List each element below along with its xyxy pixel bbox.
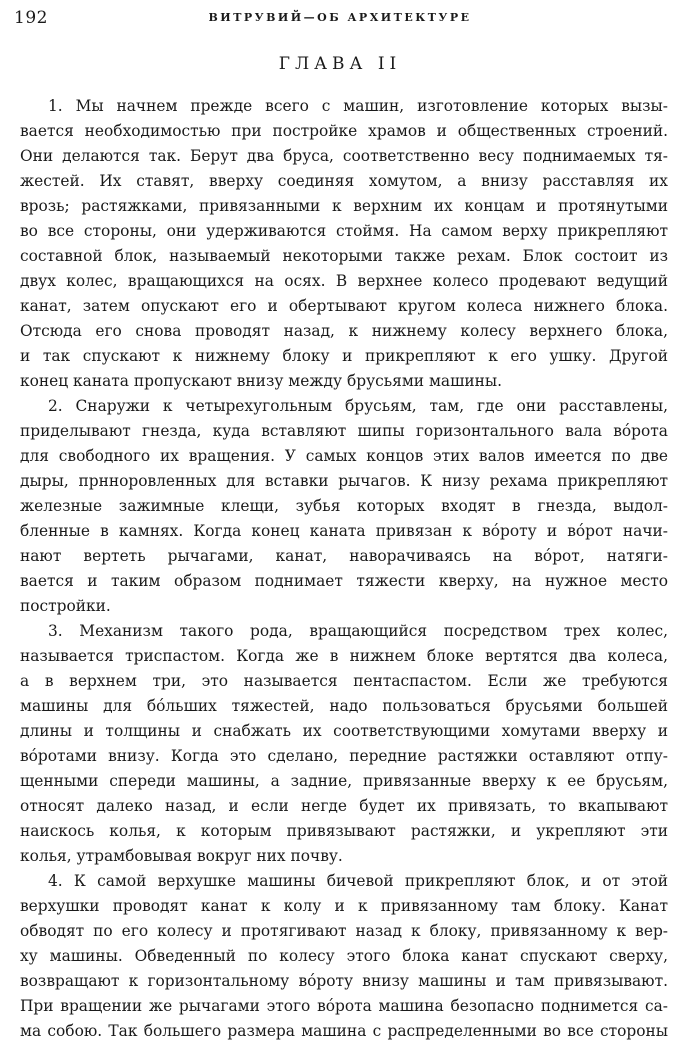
text-line: постройки. bbox=[20, 597, 111, 615]
text-line: а в верхнем три, это называется пентаспастом. Если же требуются bbox=[20, 672, 668, 690]
text-line: и так спускают к нижнему блоку и прикрепляют к его ушку. Другой bbox=[20, 347, 668, 365]
text-line: относят далеко назад, и если негде будет их привязать, то вкапывают bbox=[20, 797, 668, 815]
text-line: наискось колья, к которым привязывают растяжки, и укрепляют эти bbox=[20, 822, 668, 840]
text-line: обводят по его колесу и протягивают назад к блоку, привязанному к вер- bbox=[20, 922, 668, 940]
text-line: щенными спереди машины, а задние, привязанные вверху к ее брусьям, bbox=[20, 772, 668, 790]
text-line: 3. Механизм такого рода, вращающийся посредством трех колес, bbox=[48, 622, 668, 640]
text-line: приделывают гнезда, куда вставляют шипы горизонтального вала вóрота bbox=[20, 422, 668, 440]
text-line: составной блок, называемый некоторыми также рехам. Блок состоит из bbox=[20, 247, 668, 265]
text-line: ма собою. Так большего размера машина с распределенными во все стороны bbox=[20, 1022, 668, 1040]
text-line: верхушки проводят канат к колу и к привязанному там блоку. Канат bbox=[20, 897, 668, 915]
text-line: для свободного их вращения. У самых концов этих валов имеется по две bbox=[20, 447, 668, 465]
text-line: возвращают к горизонтальному вóроту внизу машины и там привязывают. bbox=[20, 972, 668, 990]
text-line: колья, утрамбовывая вокруг них почву. bbox=[20, 847, 343, 865]
text-line: ху машины. Обведенный по колесу этого блока канат спускают сверху, bbox=[20, 947, 668, 965]
text-line: жестей. Их ставят, вверху соединяя хомутом, а внизу расставляя их bbox=[20, 172, 668, 190]
text-line: называется триспастом. Когда же в нижнем блоке вертятся два колеса, bbox=[20, 647, 668, 665]
text-line: дыры, прнноровленных для вставки рычагов. К низу рехама прикрепляют bbox=[20, 472, 668, 490]
text-line: конец каната пропускают внизу между брусьями машины. bbox=[20, 372, 503, 390]
text-line: Отсюда его снова проводят назад, к нижнему колесу верхнего блока, bbox=[20, 322, 668, 340]
text-line: машины для бóльших тяжестей, надо пользоваться брусьями большей bbox=[20, 697, 668, 715]
text-line: бленные в камнях. Когда конец каната привязан к вóроту и вóрот начи- bbox=[20, 522, 668, 540]
text-line: вается и таким образом поднимает тяжести кверху, на нужное место bbox=[20, 572, 668, 590]
page-header bbox=[0, 0, 680, 34]
text-line: длины и толщины и снабжать их соответствующими хомутами вверху и bbox=[20, 722, 668, 740]
text-line: во все стороны, они удерживаются стоймя. На самом верху прикрепляют bbox=[20, 222, 668, 240]
text-line: При вращении же рычагами этого вóрота машина безопасно поднимется са- bbox=[20, 997, 668, 1015]
text-line: Они делаются так. Берут два бруса, соответственно весу поднимаемых тя- bbox=[20, 147, 668, 165]
text-line: двух колес, вращающихся на осях. В верхнее колесо продевают ведущий bbox=[20, 272, 668, 290]
page-number: 192 bbox=[14, 8, 48, 28]
chapter-title: ГЛАВА II bbox=[278, 54, 402, 74]
text-line: 4. К самой верхушке машины бичевой прикрепляют блок, и от этой bbox=[48, 872, 668, 890]
text-line: вается необходимостью при постройке храмов и общественных строений. bbox=[20, 122, 668, 140]
text-line: 2. Снаружи к четырехугольным брусьям, там, где они расставлены, bbox=[48, 397, 668, 415]
text-line: врозь; растяжками, привязанными к верхним их концам и протянутыми bbox=[20, 197, 668, 215]
text-line: 1. Мы начнем прежде всего с машин, изготовление которых вызы- bbox=[48, 97, 668, 115]
body-text bbox=[20, 94, 668, 1044]
running-title: ВИТРУВИЙ—ОБ АРХИТЕКТУРЕ bbox=[208, 11, 472, 24]
text-line: железные зажимные клещи, зубья которых входят в гнезда, выдол- bbox=[20, 497, 668, 515]
text-line: вóротами внизу. Когда это сделано, передние растяжки оставляют отпу- bbox=[20, 747, 668, 765]
text-line: нают вертеть рычагами, канат, наворачиваясь на вóрот, натяги- bbox=[20, 547, 668, 565]
text-line: канат, затем опускают его и обертывают кругом колеса нижнего блока. bbox=[20, 297, 668, 315]
